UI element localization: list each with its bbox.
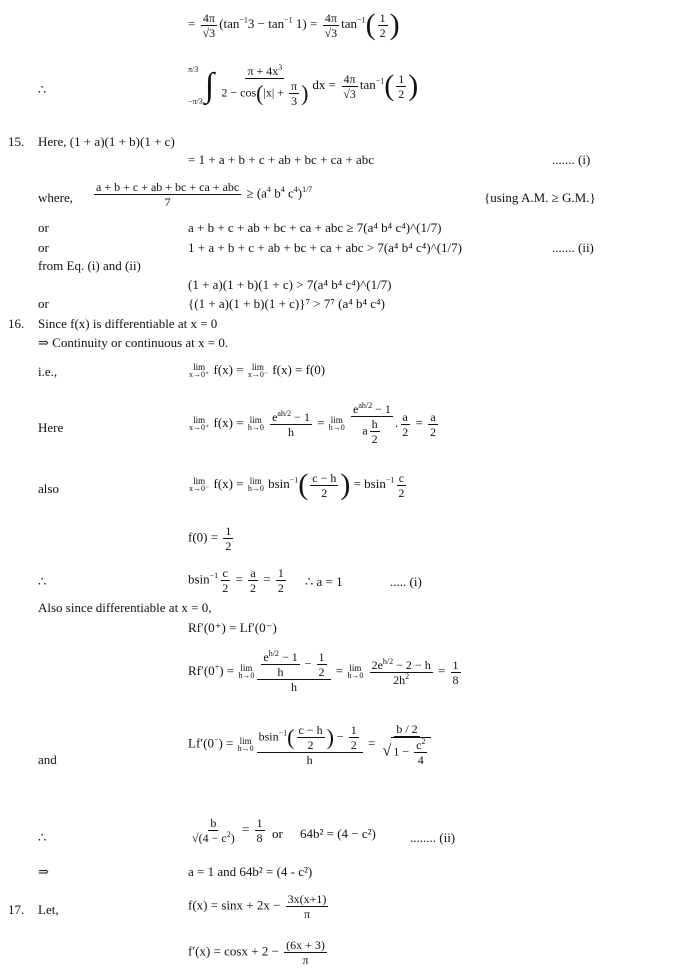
q16-right-derivative: Rf′(0+) = lim h→0 $\frac{e^{h/2} - 1}{h}$ − $\frac{1}{2}$ h = lim h→0 $\frac{2e^{h/2} - 2 - h}{2h^2}$ = $\frac{1}{8}$ [188,649,459,694]
q16-result: $\frac{b}{√(4 - c^2)}$ = $\frac{1}{8}$ [192,816,263,845]
q16-right-limit: lim x→0⁺ f(x) = lim h→0 $\frac{e^{ah/2} - 1}{h}$ = lim h→0 $e^{ah/2} - 1$ a $\frac{h}{2}$ . $\frac{a}{2}$ = $\frac{a}{2}$ [189,401,437,446]
question-17-number: 17. [8,902,25,917]
q16-since: Since f(x) is differentiable at x = 0 [38,316,218,331]
q16-left-limit: lim x→0⁻ f(x) = lim h→0 bsin$^{-1}$( $\frac{c - h}{2}$ ) = bsin$^{-1}$ $\frac{c}{2}$ [189,468,405,501]
q16-ie: i.e., [38,364,58,379]
q16-equate: bsin$^{-1}$ $\frac{c}{2}$ = $\frac{a}{2}$ = $\frac{1}{2}$ [188,566,284,595]
q15-ineq-2: 1 + a + b + c + ab + bc + ca + abc > 7(a⁴ b⁴ c⁴)^(1/7) [188,240,462,255]
q17-function: f(x) = sinx + 2x − $\frac{3x(x+1)}{\pi}$ [188,892,327,921]
q17-derivative: f′(x) = cosx + 2 − $\frac{(6x + 3)}{\pi}$ [188,938,325,967]
q16-also: also [38,481,59,496]
q16-also-since: Also since differentiable at x = 0, [38,600,212,615]
therefore-symbol-2: ∴ [38,574,47,589]
q16-result-or: or [272,826,283,841]
q15-where: where, [38,190,74,205]
q16-rf-lf: Rf′(0⁺) = Lf′(0⁻) [188,620,277,635]
q16-continuity: ⇒ Continuity or continuous at x = 0. [38,335,229,350]
q16-f-zero: f(0) = $\frac{1}{2}$ [188,524,232,553]
q15-am-gm-note: {using A.M. ≥ G.M.} [484,190,596,205]
question-16-number: 16. [8,316,25,331]
q15-or-2: or [38,240,49,255]
q16-and: and [38,752,57,767]
q15-ineq-1: a + b + c + ab + bc + ca + abc ≥ 7(a⁴ b⁴ c⁴)^(1/7) [188,220,442,235]
q15-tag-i: ....... (i) [552,152,591,167]
q15-here: Here, (1 + a)(1 + b)(1 + c) [38,134,175,149]
q16-a-equals-1: ∴ a = 1 [305,574,343,589]
q16-left-derivative: Lf′(0−) = lim h→0 bsin$^{-1}$( $\frac{c - h}{2}$ ) − $\frac{1}{2}$ h = b / 2 √ 1 − $\frac{c^2}{4}$ [188,722,435,767]
therefore-symbol-1: ∴ [38,82,47,97]
therefore-symbol-3: ∴ [38,830,47,845]
q16-final: a = 1 and 64b² = (4 - c²) [188,864,313,879]
q15-tag-ii: ....... (ii) [552,240,594,255]
q15-from: from Eq. (i) and (ii) [38,258,141,273]
q16-here: Here [38,420,64,435]
q17-let: Let, [38,902,59,917]
q15-or-1: or [38,220,49,235]
q15-am-gm: $\frac{\text{a + b + c + ab + bc + ca + abc}}{7}$ ≥ ($a^4$ $b^4$ $c^4)^{1/7}$ [96,180,313,209]
integral-equation: π/3 −π/3 ∫ $\pi + 4x^3$ 2 − cos(|x| + $\frac{\pi}{3}$ ) dx = $\frac{4\pi}{√3}$ $\tan^{-1}$( $\frac{1}{2}$ ) [188,63,419,108]
q15-ineq-4: {(1 + a)(1 + b)(1 + c)}⁷ > 7⁷ (a⁴ b⁴ c⁴) [188,296,385,311]
implies-symbol: ⇒ [38,864,49,879]
q16-tag-ii: ........ (ii) [410,830,456,845]
q16-tag-i: ..... (i) [390,574,422,589]
eq-line-1: = $\frac{4\pi}{√3}$ $(\tan^{-1}3 - \tan^{-1} 1)$ = $\frac{4\pi}{√3}$ $\tan^{-1}$( $\frac{1}{2}$ ) [188,8,400,41]
q16-result-b: 64b² = (4 − c²) [300,826,376,841]
question-15-number: 15. [8,134,25,149]
q16-limit-condition: lim x→0⁺ f(x) = lim x→0⁻ f(x) = f(0) [189,362,326,380]
q15-ineq-3: (1 + a)(1 + b)(1 + c) > 7(a⁴ b⁴ c⁴)^(1/7) [188,277,392,292]
q15-expansion: = 1 + a + b + c + ab + bc + ca + abc [188,152,375,167]
q15-or-3: or [38,296,49,311]
